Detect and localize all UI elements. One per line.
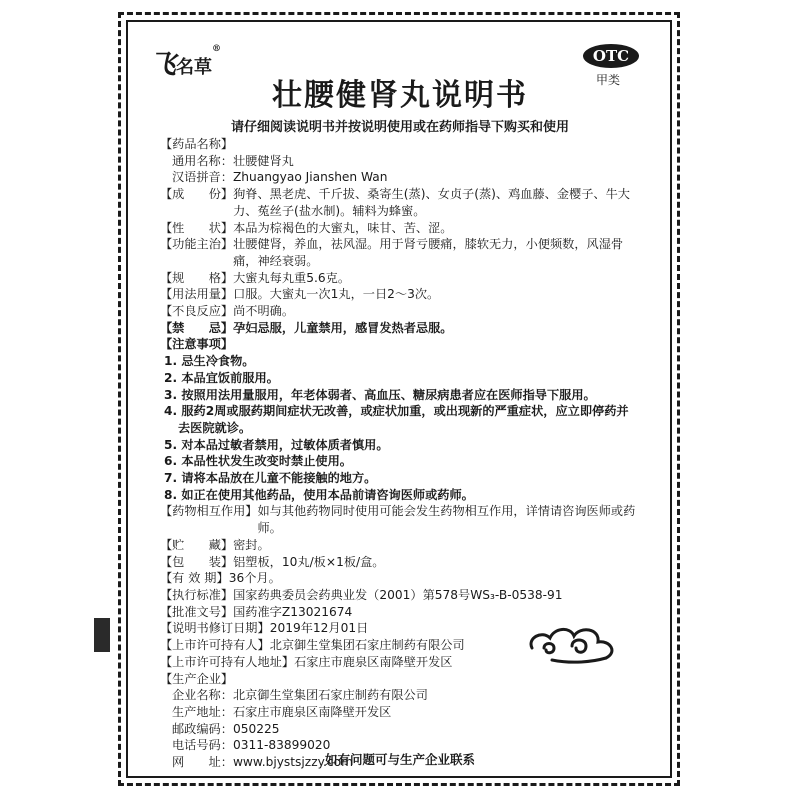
precaution-item: 1. 忌生冷食物。	[164, 354, 255, 369]
manufacturer-row-label: 网 址：	[172, 755, 233, 770]
edge-tab-mark	[94, 618, 110, 652]
standard-value: 国家药典委员会药典业发（2001）第578号WS₃-B-0538-91	[233, 587, 563, 602]
dosage-row	[160, 286, 640, 303]
precaution-item: 2. 本品宜饭前服用。	[164, 370, 279, 385]
properties-label: 【性 状】	[160, 220, 234, 235]
storage-value: 密封。	[233, 537, 270, 552]
instructions-body	[160, 136, 640, 771]
approval-label: 【批准文号】	[160, 604, 234, 619]
pinyin-row	[160, 169, 640, 186]
interactions-value: 如与其他药物同时使用可能会发生药物相互作用，详情请咨询医师或药师。	[257, 504, 636, 536]
revision-label: 【说明书修订日期】	[160, 621, 270, 636]
ingredients-label: 【成 份】	[160, 187, 234, 202]
precautions-label: 【注意事项】	[160, 337, 234, 352]
manufacturer-row-value: 0311-83899020	[232, 738, 331, 753]
specification-label: 【规 格】	[160, 270, 234, 285]
dosage-label: 【用法用量】	[160, 287, 234, 302]
storage-label: 【贮 藏】	[160, 537, 234, 552]
registered-icon: ®	[212, 44, 222, 54]
manufacturer-row-label: 企业名称：	[172, 688, 233, 703]
manufacturer-row-label: 邮政编码：	[172, 721, 233, 736]
package-label: 【包 装】	[160, 554, 234, 569]
brand-name: 名草	[176, 57, 213, 78]
specification-row	[160, 270, 640, 287]
manufacturer-row-value: 050225	[232, 721, 280, 736]
adverse-value: 尚不明确。	[233, 304, 295, 319]
standard-row	[160, 587, 640, 604]
auspicious-cloud-icon	[522, 618, 622, 668]
manufacturer-row-value: 石家庄市鹿泉区南降壁开发区	[232, 704, 392, 719]
specification-value: 大蜜丸每丸重5.6克。	[233, 270, 351, 285]
interactions-label: 【药物相互作用】	[160, 504, 258, 519]
indications-value: 壮腰健肾，养血，祛风湿。用于肾亏腰痛，膝软无力，小便频数，风湿骨痛，神经衰弱。	[233, 237, 624, 268]
common-name-row	[160, 153, 640, 170]
manufacturer-row-value: 北京御生堂集团石家庄制药有限公司	[232, 688, 428, 703]
manufacturer-row-value: www.bjystsjzzy.com	[232, 755, 353, 770]
common-name-value: 壮腰健肾丸	[232, 153, 294, 168]
mah-value: 北京御生堂集团石家庄制药有限公司	[269, 638, 465, 653]
validity-value: 36个月。	[228, 571, 281, 586]
document-title: 壮腰健肾丸说明书	[272, 78, 528, 113]
mah-address-value: 石家庄市鹿泉区南降壁开发区	[294, 654, 453, 669]
pinyin-value: Zhuangyao Jianshen Wan	[232, 170, 388, 185]
manufacturer-row	[160, 721, 640, 738]
indications-label: 【功能主治】	[160, 237, 234, 252]
contraindications-row	[160, 320, 640, 337]
adverse-row	[160, 303, 640, 320]
precaution-item: 3. 按照用法用量服用，年老体弱者、高血压、糖尿病患者应在医师指导下服用。	[164, 387, 596, 402]
drug-name-header: 【药品名称】	[160, 137, 234, 151]
validity-label: 【有 效 期】	[160, 571, 229, 586]
manufacturer-row-label: 生产地址：	[172, 704, 233, 719]
manufacturer-row	[160, 704, 640, 721]
package-value: 铝塑板，10丸/板×1板/盒。	[233, 554, 385, 569]
otc-badge: OTC	[583, 44, 639, 68]
contraindications-label: 【禁 忌】	[160, 320, 234, 335]
precaution-item: 8. 如正在使用其他药品，使用本品前请咨询医师或药师。	[164, 487, 474, 502]
dosage-value: 口服。大蜜丸一次1丸，一日2～3次。	[233, 287, 440, 302]
indications-row	[160, 236, 640, 269]
properties-row	[160, 220, 640, 237]
manufacturer-label: 【生产企业】	[160, 671, 234, 686]
storage-row	[160, 537, 640, 554]
document-subtitle: 请仔细阅读说明书并按说明使用或在药师指导下购买和使用	[230, 120, 569, 135]
approval-value: 国药准字Z13021674	[233, 604, 353, 619]
validity-row	[160, 570, 640, 587]
contact-footer: 如有问题可与生产企业联系	[324, 752, 475, 767]
revision-value: 2019年12月01日	[269, 621, 369, 636]
properties-value: 本品为棕褐色的大蜜丸，味甘、苦、涩。	[233, 220, 453, 235]
pinyin-label: 汉语拼音：	[172, 170, 233, 185]
otc-class: 甲类	[596, 73, 621, 87]
ingredients-value: 狗脊、黑老虎、千斤拔、桑寄生(蒸)、女贞子(蒸)、鸡血藤、金樱子、牛大力、菟丝子(盐水制)。辅料为蜂蜜。	[233, 187, 630, 218]
common-name-label: 通用名称：	[172, 153, 233, 168]
precaution-item: 5. 对本品过敏者禁用，过敏体质者慎用。	[164, 437, 389, 452]
precaution-item: 4. 服药2周或服药期间症状无改善，或症状加重，或出现新的严重症状，应立即停药并去医院就诊。	[164, 404, 629, 435]
ingredients-row	[160, 186, 640, 219]
manufacturer-row-label: 电话号码：	[172, 738, 233, 753]
interactions-row	[160, 503, 640, 536]
brand-mark: 飞	[150, 50, 177, 80]
precaution-item: 7. 请将本品放在儿童不能接触的地方。	[164, 471, 377, 486]
manufacturer-row	[160, 687, 640, 704]
adverse-label: 【不良反应】	[160, 304, 234, 319]
mah-label: 【上市许可持有人】	[160, 638, 270, 653]
contraindications-value: 孕妇忌服，儿童禁用，感冒发热者忌服。	[233, 320, 453, 335]
precaution-item: 6. 本品性状发生改变时禁止使用。	[164, 454, 352, 469]
standard-label: 【执行标准】	[160, 587, 234, 602]
mah-address-label: 【上市许可持有人地址】	[160, 654, 295, 669]
package-row	[160, 554, 640, 571]
